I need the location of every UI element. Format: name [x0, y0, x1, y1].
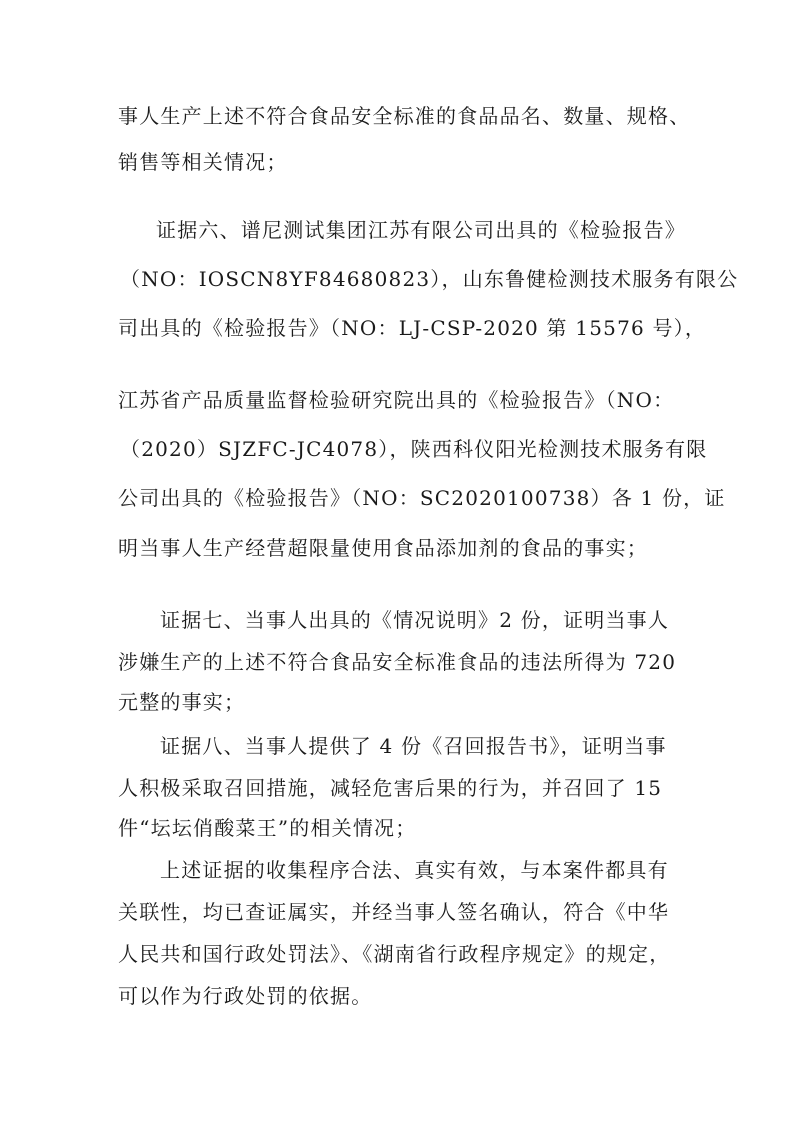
text-line: 司出具的《检验报告》（NO：LJ-CSP-2020 第 15576 号）， — [118, 316, 707, 340]
text-line: 涉嫌生产的上述不符合食品安全标准食品的违法所得为 720 — [118, 650, 677, 674]
text-line: 证据八、当事人提供了 4 份《召回报告书》，证明当事 — [160, 734, 667, 758]
text-line: 事人生产上述不符合食品安全标准的食品品名、数量、规格、 — [118, 104, 691, 128]
text-line: 明当事人生产经营超限量使用食品添加剂的食品的事实； — [118, 536, 648, 560]
text-line: 上述证据的收集程序合法、真实有效，与本案件都具有 — [160, 858, 669, 882]
text-line: 人积极采取召回措施，减轻危害后果的行为，并召回了 15 — [118, 776, 663, 800]
text-line: 证据六、谱尼测试集团江苏有限公司出具的《检验报告》 — [156, 218, 686, 242]
text-line: 件“坛坛俏酸菜王”的相关情况； — [118, 816, 417, 840]
text-line: 关联性，均已查证属实，并经当事人签名确认，符合《中华 — [118, 900, 670, 924]
text-line: 可以作为行政处罚的依据。 — [118, 984, 373, 1008]
text-line: 人民共和国行政处罚法》、《湖南省行政程序规定》的规定， — [118, 942, 671, 966]
text-line: 元整的事实； — [118, 690, 246, 714]
text-line: （NO：IOSCN8YF84680823），山东鲁健检测技术服务有限公 — [120, 267, 739, 291]
text-line: 证据七、当事人出具的《情况说明》2 份，证明当事人 — [160, 608, 670, 632]
text-line: 公司出具的《检验报告》（NO：SC2020100738）各 1 份，证 — [118, 486, 726, 510]
text-line: 江苏省产品质量监督检验研究院出具的《检验报告》（NO： — [118, 388, 675, 412]
text-line: 销售等相关情况； — [118, 150, 288, 174]
text-line: （2020）SJZFC-JC4078），陕西科仪阳光检测技术服务有限 — [120, 437, 708, 461]
